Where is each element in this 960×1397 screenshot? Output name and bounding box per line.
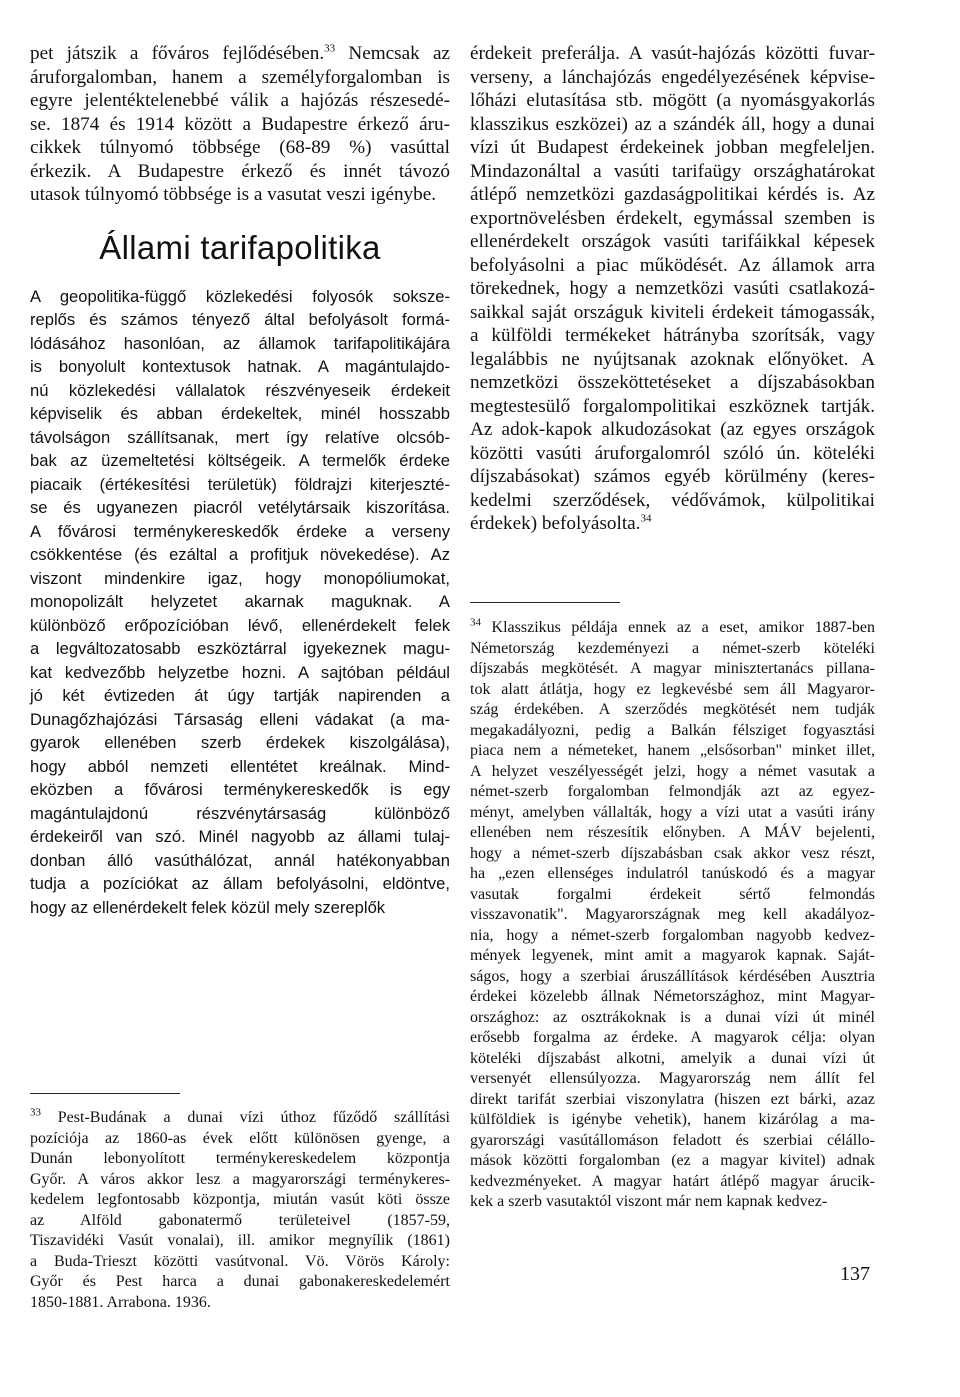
text-line: nia, hogy a német-szerb forgalomban nagyobb kedvez- <box>470 926 875 944</box>
text-line: donban álló vasúthálózat, annál hatékonyabban <box>30 850 450 870</box>
text-line: versenyét ellensúlyozza. Magyarország nem állít fel <box>470 1070 875 1087</box>
text-line: Németország kezdeményezi a német-szerb kötelékі <box>470 639 875 657</box>
text-line: monopolizált helyzetet akarnak maguknak. A <box>30 592 450 611</box>
text-line: visszavonatik". Magyarországnak meg kell akadályoz- <box>470 906 875 923</box>
text-line: szág érdekében. A szerződés megkötését nem tudják <box>470 701 875 718</box>
text-line: országhoz: az osztrákoknak is a dunai vízi út minél <box>470 1008 875 1026</box>
footnote-number: 33 <box>30 1106 41 1119</box>
text-line: külföldiek is igénybe vehetik), hanem kizárólag a ma- <box>470 1111 875 1128</box>
text-line: német-szerb forgalomban felmondják azt az egyez- <box>470 783 875 800</box>
text-line: gyarországi vasútállomáson feladott és szerbiai célállo- <box>470 1131 875 1149</box>
text-line: se és ugyanezen piacról vetélytársaik kiszorítása. <box>30 498 450 517</box>
right-column <box>470 42 875 536</box>
text-line: befolyásolni a piac működését. Az államok arra <box>470 254 875 276</box>
text-line: képviselik és abban érdekeltek, minél hosszabb <box>30 404 450 423</box>
text-line: se. 1874 és 1914 között a Budapestre érkező áru- <box>30 113 450 135</box>
text-line: kedelmi szerződések, védővámok, külpolitikai <box>470 489 875 511</box>
text-line: A helyzet veszélyességét jelzi, hogy a német vasutak a <box>470 762 875 780</box>
text-line: bak az üzemeltetési költségeik. A termelők érdeke <box>30 451 450 470</box>
text-line: átlépő nemzetközi gazdaságpolitikai kérdés is. Az <box>470 184 875 205</box>
text-line: utasok túlnyomó többsége is a vasutat veszi igénybe. <box>30 184 437 205</box>
text-line: a legváltozatosabb eszköztárral igyekeznek magu- <box>30 639 450 658</box>
text-line: hogy az ellenérdekelt felek közül mely szereplők <box>30 897 386 917</box>
text-line: mások közötti forgalomban (ez a magyar kivitel) adnak <box>470 1152 875 1169</box>
text-line: áruforgalomban, hanem a személyforgalomban is <box>30 66 450 88</box>
text-line: Az adok-kapok alkudozásokat (az egyes országok <box>470 419 875 440</box>
footnote-rule <box>30 1093 180 1094</box>
text-line: Tiszavidéki Vasút vonalai), ill. amikor megnyílik (1861) <box>30 1232 450 1249</box>
text-line: erősebb forgalma az érdeke. A magyarok célja: olyan <box>470 1029 875 1046</box>
right-body-paragraph <box>470 42 875 536</box>
text-line: ellenérdekelt országok vasúti tarifáikkal képesek <box>470 231 875 252</box>
text-line: egyre jelentéktelenebbé válik a hajózás részesedé- <box>30 90 450 111</box>
text-line: Győr és Pest harca a dunai gabonakereskedelemért <box>30 1273 450 1290</box>
footnote-number: 34 <box>470 616 481 629</box>
text-line: klasszikus eszközei) az a szándék áll, hogy a dunai <box>470 113 875 135</box>
text-line: $^{33}$ Pest-Budának a dunai vízi úthoz fűződő szállítási <box>30 1106 450 1126</box>
text-line: érdekeiről van szó. Minél nagyobb az állami tulaj- <box>30 827 450 846</box>
text-line: pozíciója az 1860-as évek előtt különösen gyenge, a <box>30 1129 450 1147</box>
text-line: hogy a német-szerb díjszabásban csak akkor vesz részt, <box>470 844 875 862</box>
text-line: nú közlekedési vállalatok részvényeseik érdekeit <box>30 380 450 400</box>
text-line: Dunán lebonyolított terménykereskedelem központja <box>30 1150 450 1167</box>
text-line: A geopolitika-függő közlekedési folyosók sokszе- <box>30 286 450 306</box>
text-line: törekednek, hogy a nemzetközi vasúti csatlakozá- <box>470 278 875 299</box>
text-line: távolságon szállítsanak, mert így relatíve olcsób- <box>30 427 450 447</box>
text-line: kötelékі díjszabást alkotni, amelyik a dunai vízi út <box>470 1049 875 1067</box>
text-line: Győr. A város akkor lesz a magyarországi terménykeres- <box>30 1170 450 1188</box>
text-line: a külföldi termékeket hátrányba szorítsák, vagy <box>470 325 875 346</box>
page-number: 137 <box>840 1263 870 1285</box>
text-line: direkt tarifát szerbiai viszonylatra (hiszen ezt bárki, azaz <box>470 1090 875 1108</box>
text-line: piaca nem a németeket, hanem „elsősorban" minket illet, <box>470 742 875 759</box>
text-line: piacaik (értékesítési területük) földrajzi kiterjeszté- <box>30 474 450 494</box>
text-line: érdekek) befolyásolta.$^{34}$ <box>470 512 652 534</box>
text-line: érdekeit preferálja. A vasút-hajózás közötti fuvar- <box>470 43 875 64</box>
text-line: a Buda-Trieszt közötti vasútvonal. Vö. Vörös Károly: <box>30 1252 450 1270</box>
text-line: díjszabás megkötését. A magyar minisztertanács pillana- <box>470 660 875 677</box>
text-line: mények legyenek, mint amit a magyarok kapnak. Saját- <box>470 947 875 964</box>
text-line: lódásához hasonlóan, az államok tarifapolitikájára <box>30 333 450 353</box>
text-line: ményt, amelyben vállalták, hogy a vízi utat a vasúti irány <box>470 803 875 821</box>
text-line: Mindazonáltal a vasúti tarifaügy országhatárokat <box>470 160 875 182</box>
text-line: lőházi elutasítása stb. mögött (a nyomásgyakorlás <box>470 90 875 111</box>
text-line: érdekei közelebb állnak Németországhoz, mint Magyar- <box>470 988 875 1005</box>
text-line: magántulajdonú részvénytársaság különböző <box>30 803 450 823</box>
section-title: Állami tarifapolitika <box>99 228 381 266</box>
text-line: ságos, hogy a szerbiai áruszállítások kérdésében Ausztria <box>470 967 875 985</box>
text-line: eközben a fővárosi terménykereskedők is egy <box>30 780 450 799</box>
text-line: jó két évtizeden át úgy tartják napirenden a <box>30 686 450 705</box>
text-line: is bonyolult kontextusok hatnak. A magántulajdo- <box>30 357 450 376</box>
text-line: nemzetközi összeköttetéseket a díjszabásokban <box>470 372 875 393</box>
text-line: cikkek túlnyomó többsége (68-89 %) vasúttal <box>30 137 450 158</box>
footnote-rule <box>470 602 620 603</box>
text-line: közötti vasúti áruforgalomról szóló ún. kötelékі <box>470 442 875 464</box>
text-line: kat kedvezőbb helyzetbe hozni. A sajtóban például <box>30 662 450 682</box>
text-line: megtestesülő forgalompolitikai eszköznek tartják. <box>470 395 875 417</box>
text-line: hogy abból nemzeti ellentétet kreálnak. Mind- <box>30 756 450 776</box>
text-line: ha „ezen ellenséges indulatról tanúskodó és a magyar <box>470 865 875 882</box>
text-line: $^{34}$ Klasszikus példája ennek az a eset, amikor 1887-ben <box>470 616 875 636</box>
text-line: érkezik. A Budapestre érkező és innét távozó <box>30 160 450 182</box>
text-line: gyarok ellenében szerb érdekek kiszolgálása), <box>30 733 450 752</box>
intro-paragraph <box>30 42 450 207</box>
text-line: replős és számos tényező által befolyásolt formá- <box>30 310 450 329</box>
text-line: díjszabásokat) számos egyéb körülmény (keres- <box>470 466 875 487</box>
text-line: pet játszik a főváros fejlődésében.$^{33}$ Nemcsak az <box>30 42 450 64</box>
footnote-34 <box>470 618 875 1213</box>
text-line: tudja a pozíciókat az állam befolyásolni, eldöntve, <box>30 874 450 893</box>
text-line: 1850-1881. Arrabona. 1936. <box>30 1293 211 1311</box>
footnote-ref-33[interactable]: 33 <box>324 42 336 55</box>
body-paragraph <box>30 285 450 920</box>
text-line: vízi út Budapest érdekeinek jobban megfeleljen. <box>470 137 875 158</box>
footnote-33 <box>30 1108 450 1313</box>
text-line: különböző erőpozícióban lévő, ellenérdekelt felek <box>30 615 450 635</box>
text-line: exportnövelésben érdekelt, egymással szemben is <box>470 207 875 229</box>
text-line: viszont mindenkire igaz, hogy monopóliumokat, <box>30 568 450 588</box>
text-line: A fővárosi terménykereskedők érdeke a verseny <box>30 521 450 541</box>
text-line: csökkentése (és ezáltal a profitjuk növekedése). Az <box>30 545 450 564</box>
text-line: kedvezményeket. A magyar határt átlépő magyar árucik- <box>470 1172 875 1190</box>
text-line: az Alföld gabonatermő területeivel (1857-59, <box>30 1211 450 1229</box>
text-line: verseny, a lánchajózás engedélyezésének képvise- <box>470 66 875 88</box>
text-line: Dunagőzhajózási Társaság elleni vádakat (a ma- <box>30 709 450 729</box>
text-line: kedelem legfontosabb központja, miután vasút köti össze <box>30 1191 450 1208</box>
text-line: megakadályozni, pedig a Balkán félsziget fogyasztási <box>470 721 875 739</box>
text-line: kek a szerb vasutaktól viszont már nem kapnak kedvez- <box>470 1193 828 1210</box>
text-line: vasutak forgalmi érdekeit sértő felmondás <box>470 885 875 903</box>
text-line: tok alatt átlátja, hogy ez legkevésbé sem áll Magyaror- <box>470 680 875 698</box>
footnote-ref-34[interactable]: 34 <box>640 512 652 525</box>
text-line: legalábbis ne nyújtsanak azoknak előnyöket. A <box>470 348 875 370</box>
left-column <box>30 42 450 919</box>
text-line: ellenében nem részesítik előnyben. A MÁV bejelenti, <box>470 824 875 841</box>
text-line: saikkal saját országuk kiviteli érdekeit támogassák, <box>470 301 875 323</box>
